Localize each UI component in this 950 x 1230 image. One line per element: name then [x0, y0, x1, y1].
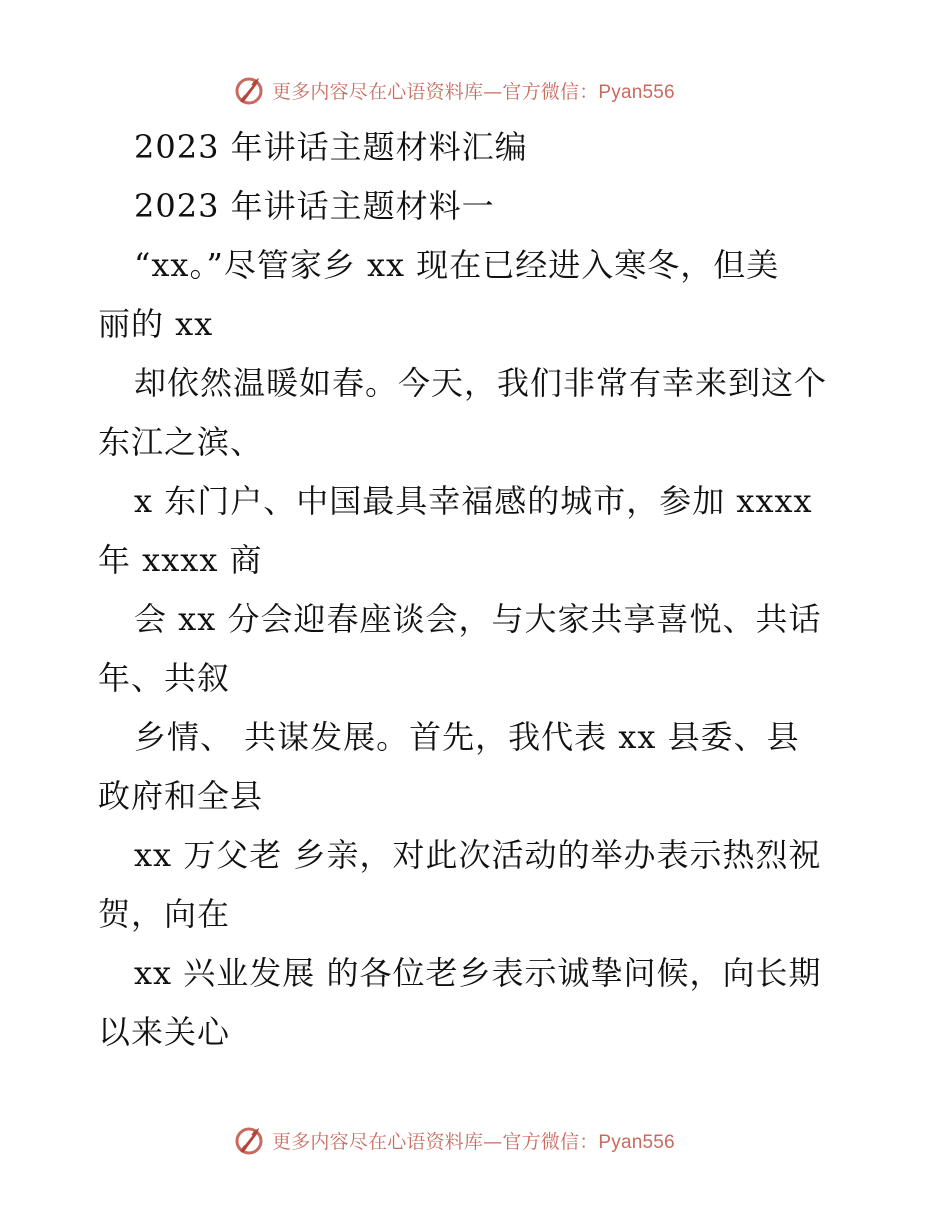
paragraph-line: 丽的 xx	[98, 305, 214, 343]
footer-banner-text	[272, 1127, 675, 1154]
footer-banner-content	[232, 1118, 675, 1162]
paragraph-line: 以来关心	[98, 1013, 231, 1051]
paragraph-line: 东江之滨、	[98, 423, 264, 461]
paragraph-line: x 东门户、中国最具幸福感的城市，参加 xxxx	[134, 482, 813, 520]
paragraph-line: 年 xxxx 商	[98, 541, 263, 579]
paragraph-line: 会 xx 分会迎春座谈会，与大家共享喜悦、共话	[134, 600, 822, 638]
paragraph-line: xx 兴业发展 的各位老乡表示诚挚问候，向长期	[134, 954, 822, 992]
paragraph-line: 乡情、 共谋发展。首先，我代表 xx 县委、县	[134, 718, 800, 756]
paragraph-line: 政府和全县	[98, 777, 264, 815]
quill-pen-logo-icon	[232, 73, 266, 107]
paragraph-line: xx 万父老 乡亲，对此次活动的举办表示热烈祝	[134, 836, 822, 874]
paragraph-line: 年、共叙	[98, 659, 231, 697]
paragraph-line: “xx。”尽管家乡 xx 现在已经进入寒冬，但美	[134, 246, 780, 284]
footer-banner	[0, 1118, 950, 1162]
paragraph-line: 贺，向在	[98, 895, 231, 933]
header-banner	[0, 68, 950, 112]
paragraph-line: 却依然温暖如春。今天，我们非常有幸来到这个	[134, 364, 828, 402]
header-banner-content	[232, 68, 675, 112]
header-banner-wechat-id: Pyan556	[598, 81, 675, 103]
section-heading: 2023 年讲话主题材料一	[134, 187, 495, 225]
document-title: 2023 年讲话主题材料汇编	[134, 128, 528, 166]
footer-banner-wechat-id: Pyan556	[598, 1131, 675, 1153]
footer-banner-label: 更多内容尽在心语资料库—官方微信：	[272, 1130, 599, 1153]
quill-pen-logo-icon	[232, 1123, 266, 1157]
header-banner-text	[272, 77, 675, 104]
header-banner-label: 更多内容尽在心语资料库—官方微信：	[272, 80, 599, 103]
